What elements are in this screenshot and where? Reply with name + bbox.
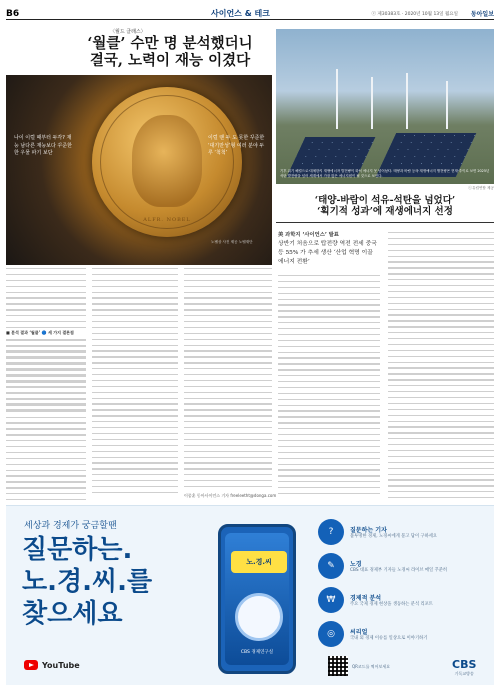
- medal-inscription: ALFR. NOBEL: [143, 217, 191, 223]
- left-kicker: 〈월드 클래스〉: [110, 29, 146, 35]
- wind-turbine-1: [336, 69, 338, 129]
- phone-badge: 노.경.씨: [231, 551, 287, 573]
- ad-item-desc: 불투명한 경제, 노경씨에게 묻고 답이 구하세요: [350, 533, 438, 539]
- qr-code-icon[interactable]: [328, 656, 348, 676]
- newspaper-logo: 동아일보: [470, 11, 494, 18]
- left-byline: 이종훈 동아사이언스 기자 freeleetht@donga.com: [184, 493, 277, 498]
- youtube-label: YouTube: [42, 660, 80, 670]
- wind-turbine-3: [406, 73, 408, 129]
- ad-item-title: 질문하는 기자: [350, 526, 387, 534]
- photo-caption-right: 이럴 땐 두 도 못한 꾸준한 ‘대기만성’형 여러 분야 두루 ‘척척’: [208, 135, 265, 156]
- left-body-col-2: [92, 268, 178, 498]
- right-divider: [276, 222, 494, 223]
- right-body-col-1: [278, 275, 380, 497]
- wind-turbine-2: [371, 77, 373, 129]
- left-headline: [70, 35, 270, 70]
- ad-item-desc: 주요 국제 경제 현상을 생동하는 분석 리포트: [350, 601, 433, 607]
- cbs-logo: [452, 658, 476, 677]
- phone-screen: [225, 533, 289, 665]
- left-headline-line2: 결국, 노력이 재능 이겼다: [89, 52, 251, 70]
- qr-caption: QR코드를 찍어보세요: [352, 664, 391, 669]
- ad-question-line1: 질문하는.: [22, 535, 133, 565]
- ad-question-line3: 찾으세요: [22, 599, 123, 629]
- ad-item-title: 노경: [350, 560, 362, 568]
- nobel-medal-photo: [6, 75, 272, 265]
- right-headline: [276, 195, 494, 218]
- left-body-col-3: [184, 268, 272, 490]
- solar-photo-caption: 기후 위기 해결으로 대체한지 재생에너지 발전량이 화석 에너지 못 넘어섰다. 태양과 바람 등의 재생에너지 발전량은 현재 추이로 보면 2025년 석탄 발전량을 넘어 세계에서 가장 많은 에너지원이 될 것으로 보인다.: [280, 169, 490, 178]
- ad-item-title: 씨리얼: [350, 628, 368, 636]
- right-subhead: 상반기 처음으로 탑전량 역전 전세 중국등 55% 가 추세 생산 ‘산업 혁명 이끌 에너지 전환’: [278, 241, 377, 265]
- photo-caption-left: 나이 이럴 때부터 두각? 재능 남다른 재능보다 꾸준한 한 우물 파기 보단: [14, 135, 72, 156]
- ad-item-2: [318, 550, 488, 582]
- phone-label: CBS 경제연구실: [240, 650, 274, 655]
- youtube-brand: [24, 660, 80, 670]
- ad-item-4: [318, 618, 488, 650]
- wind-turbine-4: [446, 81, 448, 129]
- ad-item-desc: 국내 외 경제 이슈를 일상으로 이야기하기: [350, 635, 428, 641]
- right-headline-line1: ‘태양-바람이 석유-석탄을 넘었다’: [314, 195, 456, 206]
- right-headline-line2: ‘획기적 성과’에 재생에너지 선정: [317, 206, 453, 218]
- won-icon: ₩: [318, 587, 344, 613]
- section-title: 사이언스 & 테크: [211, 9, 270, 18]
- pen-icon: ✎: [318, 553, 344, 579]
- target-icon: ◎: [318, 621, 344, 647]
- ad-item-desc: CBS 대표 경제부 기자들 노경씨 라이브 매일 꾸준히: [350, 567, 448, 573]
- ad-item-title: 경제적 분석: [350, 594, 382, 602]
- ad-top-line: 세상과 경제가 궁금할땐: [24, 521, 117, 531]
- right-photo-credit: ⓒ유럽연합 제공: [468, 186, 494, 190]
- left-body-col-1b: [6, 340, 86, 500]
- photo-credit: 노벨상 사진 제공 노벨재단: [211, 240, 253, 244]
- cbs-logo-sub: 기독교방송: [454, 671, 474, 676]
- ad-item-1: [318, 516, 488, 548]
- phone-avatar: [235, 593, 283, 641]
- ad-item-3: [318, 584, 488, 616]
- left-headline-line1: ‘월클’ 수만 명 분석했더니: [87, 35, 253, 52]
- youtube-icon: [24, 660, 38, 670]
- phone-illustration: [218, 524, 296, 674]
- question-icon: ?: [318, 519, 344, 545]
- subsection-heading: ■ 분석 결과 ‘월클’ 🔵 세 가지 결론점: [6, 330, 86, 336]
- ad-question-line2: 노.경.씨.를: [22, 567, 153, 597]
- solar-wind-photo: [276, 29, 494, 184]
- issue-date: ⓒ 제30383호 · 2020년 10월 13일 월요일: [371, 11, 458, 17]
- medal-portrait: [132, 115, 202, 207]
- page-number: B6: [6, 8, 20, 19]
- medal-coin: [92, 87, 242, 237]
- right-kicker: 美 과학지 ‘사이언스’ 발표: [278, 232, 339, 238]
- right-body-col-2: [388, 232, 494, 498]
- cbs-advertisement: [6, 505, 494, 685]
- cbs-logo-text: CBS: [452, 658, 477, 671]
- page-header: [6, 8, 494, 20]
